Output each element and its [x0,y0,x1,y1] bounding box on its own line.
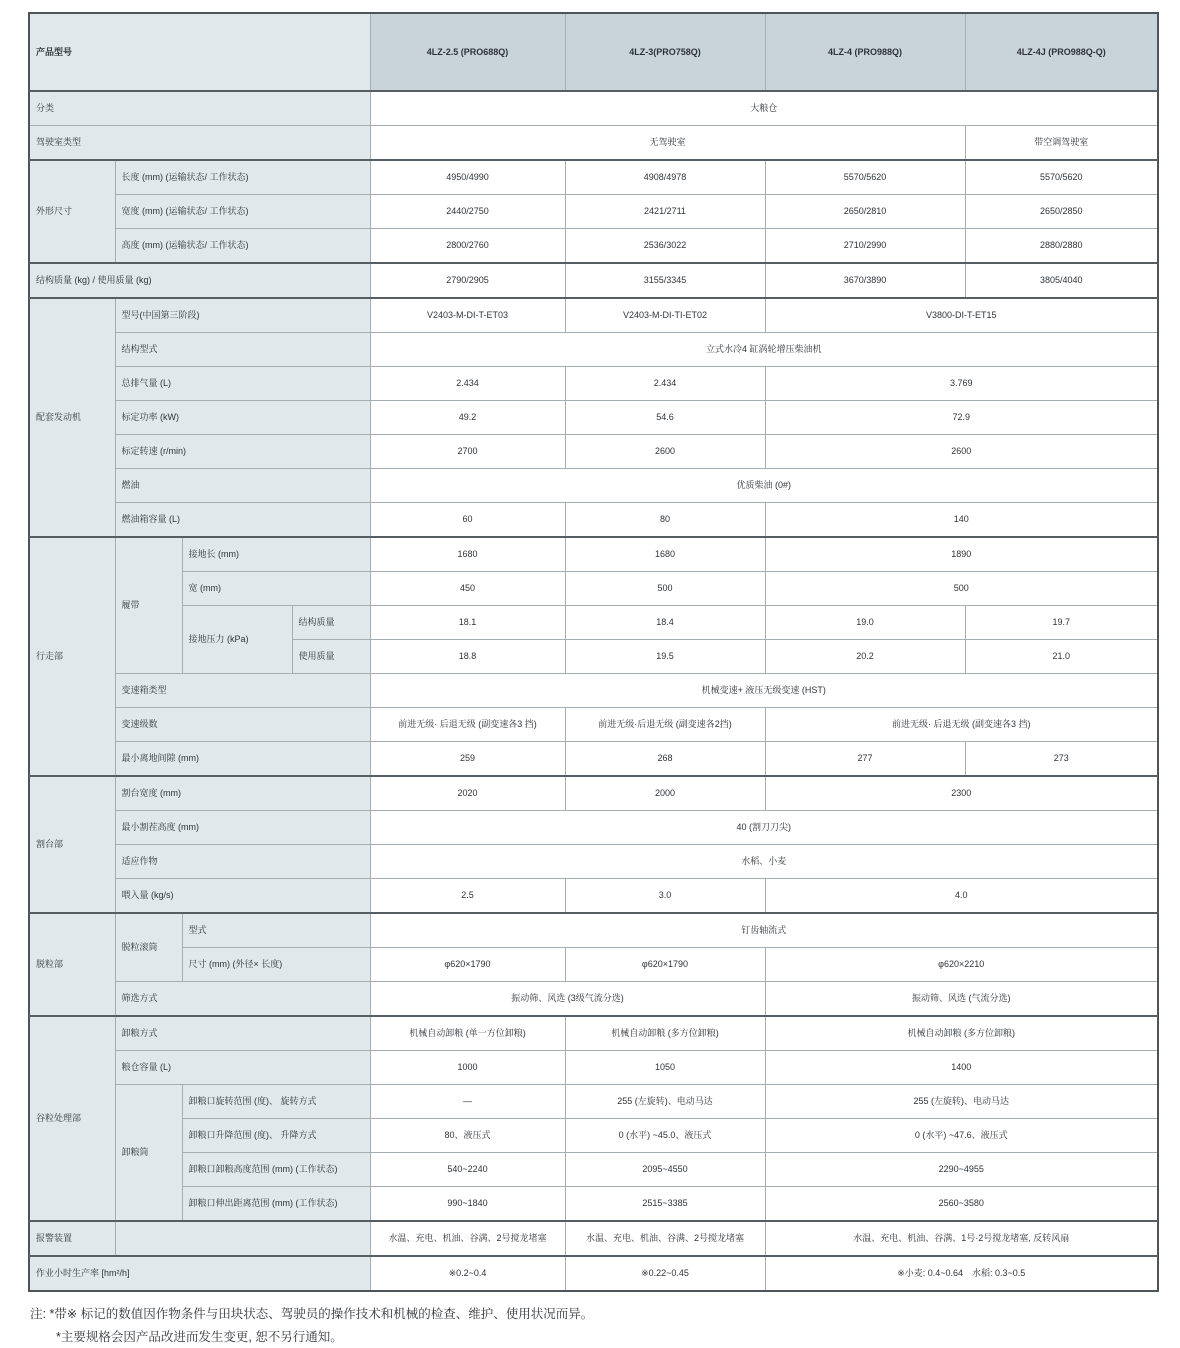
spec-value: 前进无级· 后退无级 (副变速各3 挡) [765,708,1158,742]
spec-value: ※0.22~0.45 [565,1256,765,1291]
section-label: 外形尺寸 [29,160,115,263]
spec-value: 18.1 [370,606,565,640]
row-label: 型号(中国第三阶段) [115,298,370,333]
table-row [29,742,1158,777]
table-row [29,674,1158,708]
spec-value: 振动筛、风选 (气流分选) [765,982,1158,1017]
table-row [29,469,1158,503]
spec-value: 1890 [765,537,1158,572]
table-row [29,435,1158,469]
spec-value: 2600 [765,435,1158,469]
table-row [29,845,1158,879]
model-header: 4LZ-3(PRO758Q) [565,13,765,91]
spec-value: 前进无级· 后退无级 (副变速各3 挡) [370,708,565,742]
spec-value: 1680 [565,537,765,572]
spec-value: 水稻、小麦 [370,845,1158,879]
table-row [29,948,1158,982]
table-row [29,13,1158,91]
row-label: 分类 [29,91,370,126]
table-row [29,126,1158,161]
spec-value: 54.6 [565,401,765,435]
row-label: 卸粮筒 [115,1085,182,1222]
section-label: 行走部 [29,537,115,776]
section-label: 谷粒处理部 [29,1016,115,1221]
spec-value: 前进无级·后退无级 (副变速各2挡) [565,708,765,742]
row-label: 适应作物 [115,845,370,879]
spec-value: 3.769 [765,367,1158,401]
table-row [29,91,1158,126]
spec-value: 2536/3022 [565,229,765,264]
row-label: 粮仓容量 (L) [115,1051,370,1085]
row-label: 使用质量 [292,640,370,674]
spec-table-body [29,13,1158,1291]
table-row [29,913,1158,948]
row-label: 脱粒滚筒 [115,913,182,982]
row-label: 割台宽度 (mm) [115,776,370,811]
spec-value: 540~2240 [370,1153,565,1187]
spec-value: 140 [765,503,1158,538]
row-label: 报警装置 [29,1221,115,1256]
spec-value: φ620×1790 [370,948,565,982]
table-row [29,982,1158,1017]
spec-value: 4950/4990 [370,160,565,195]
spec-value: 2700 [370,435,565,469]
model-header: 4LZ-4 (PRO988Q) [765,13,965,91]
spec-value: 2290~4955 [765,1153,1158,1187]
spec-value: 500 [565,572,765,606]
spec-value: 立式水冷4 缸涡轮增压柴油机 [370,333,1158,367]
table-row [29,1187,1158,1222]
table-row [29,1256,1158,1291]
spec-value: 19.7 [965,606,1158,640]
spec-value: 450 [370,572,565,606]
spec-value: 机械自动卸粮 (多方位卸粮) [765,1016,1158,1051]
spec-value: 钉齿轴流式 [370,913,1158,948]
spec-value: 4908/4978 [565,160,765,195]
section-label: 脱粒部 [29,913,115,1016]
spec-value: 水温、充电、机油、谷满、2号搅龙堵塞 [565,1221,765,1256]
spec-value: 40 (割刀刀尖) [370,811,1158,845]
spec-value: 2650/2850 [965,195,1158,229]
spec-value: φ620×2210 [765,948,1158,982]
section-label: 割台部 [29,776,115,913]
spec-value: 3670/3890 [765,263,965,298]
spec-value: 2440/2750 [370,195,565,229]
spec-value: ※0.2~0.4 [370,1256,565,1291]
table-row [29,1085,1158,1119]
spec-value: 5570/5620 [765,160,965,195]
spec-value: 5570/5620 [965,160,1158,195]
spec-value: 1680 [370,537,565,572]
table-row [29,776,1158,811]
table-row [29,1016,1158,1051]
spec-value: 4.0 [765,879,1158,914]
spec-value: 2095~4550 [565,1153,765,1187]
spec-value: 1400 [765,1051,1158,1085]
table-row [29,708,1158,742]
spec-value: 49.2 [370,401,565,435]
table-row [29,811,1158,845]
spec-value: V3800-DI-T-ET15 [765,298,1158,333]
spec-value: 带空调驾驶室 [965,126,1158,161]
header-product-model-label: 产品型号 [29,13,370,91]
spec-value: φ620×1790 [565,948,765,982]
row-label: 接地长 (mm) [182,537,370,572]
spec-value: 18.4 [565,606,765,640]
spec-value: 优质柴油 (0#) [370,469,1158,503]
spec-value: ※小麦: 0.4~0.64 水稻: 0.3~0.5 [765,1256,1158,1291]
spec-value: 振动筛、风选 (3级气流分选) [370,982,765,1017]
row-label: 结构质量 [292,606,370,640]
spec-value: — [370,1085,565,1119]
row-label: 变速箱类型 [115,674,370,708]
spec-value: V2403-M-DI-TI-ET02 [565,298,765,333]
table-row [29,160,1158,195]
spec-value: 2000 [565,776,765,811]
spec-value: 0 (水平) ~45.0、液压式 [565,1119,765,1153]
spec-value: 2.434 [370,367,565,401]
spec-value: 259 [370,742,565,777]
row-label: 卸粮口卸粮高度范围 (mm) (工作状态) [182,1153,370,1187]
spec-value: 2790/2905 [370,263,565,298]
spec-value: 2515~3385 [565,1187,765,1222]
row-label: 结构型式 [115,333,370,367]
row-label: 尺寸 (mm) (外径× 长度) [182,948,370,982]
table-row [29,1119,1158,1153]
spec-value: 大粮仓 [370,91,1158,126]
table-row [29,537,1158,572]
spec-value: 1000 [370,1051,565,1085]
spec-value: 2800/2760 [370,229,565,264]
spec-value: 500 [765,572,1158,606]
row-label: 燃油 [115,469,370,503]
spec-value: 2880/2880 [965,229,1158,264]
row-label: 最小离地间隙 (mm) [115,742,370,777]
table-row [29,401,1158,435]
row-label: 卸粮口伸出距离范围 (mm) (工作状态) [182,1187,370,1222]
row-label: 长度 (mm) (运输状态/ 工作状态) [115,160,370,195]
row-label: 变速级数 [115,708,370,742]
model-header: 4LZ-2.5 (PRO688Q) [370,13,565,91]
table-row [29,1221,1158,1256]
spec-value: 19.5 [565,640,765,674]
spec-value: 2.5 [370,879,565,914]
spec-value: 机械变速+ 液压无级变速 (HST) [370,674,1158,708]
spec-value: 277 [765,742,965,777]
spec-value: 机械自动卸粮 (单一方位卸粮) [370,1016,565,1051]
footnotes [30,1303,1180,1348]
spec-value: 2421/2711 [565,195,765,229]
spec-value: 80、液压式 [370,1119,565,1153]
row-label [115,1221,370,1256]
spec-value: 水温、充电、机油、谷满、2号搅龙堵塞 [370,1221,565,1256]
spec-value: 18.8 [370,640,565,674]
row-label: 标定功率 (kW) [115,401,370,435]
table-row [29,298,1158,333]
footnote-line: *主要规格会因产品改进而发生变更, 恕不另行通知。 [30,1326,1180,1348]
spec-value: 19.0 [765,606,965,640]
row-label: 作业小时生产率 [hm²/h] [29,1256,370,1291]
table-row [29,879,1158,914]
row-label: 总排气量 (L) [115,367,370,401]
spec-value: 72.9 [765,401,1158,435]
spec-value: 2300 [765,776,1158,811]
spec-value: 20.2 [765,640,965,674]
row-label: 宽 (mm) [182,572,370,606]
spec-value: 2.434 [565,367,765,401]
spec-value: 无驾驶室 [370,126,965,161]
spec-table [28,12,1159,1292]
spec-value: 3.0 [565,879,765,914]
row-label: 履带 [115,537,182,674]
spec-value: 21.0 [965,640,1158,674]
table-row [29,333,1158,367]
spec-value: 2020 [370,776,565,811]
spec-value: 2710/2990 [765,229,965,264]
row-label: 结构质量 (kg) / 使用质量 (kg) [29,263,370,298]
spec-value: 255 (左旋转)、电动马达 [765,1085,1158,1119]
spec-value: 2560~3580 [765,1187,1158,1222]
spec-value: V2403-M-DI-T-ET03 [370,298,565,333]
table-row [29,503,1158,538]
table-row [29,1051,1158,1085]
spec-value: 60 [370,503,565,538]
row-label: 宽度 (mm) (运输状态/ 工作状态) [115,195,370,229]
model-header: 4LZ-4J (PRO988Q-Q) [965,13,1158,91]
spec-value: 80 [565,503,765,538]
row-label: 型式 [182,913,370,948]
table-row [29,572,1158,606]
table-row [29,367,1158,401]
table-row [29,195,1158,229]
spec-sheet [0,12,1180,1319]
spec-value: 273 [965,742,1158,777]
spec-value: 255 (左旋转)、电动马达 [565,1085,765,1119]
table-row [29,606,1158,640]
row-label: 最小割茬高度 (mm) [115,811,370,845]
spec-value: 2650/2810 [765,195,965,229]
spec-value: 268 [565,742,765,777]
footnote-line: 注: *带※ 标记的数值因作物条件与田块状态、驾驶员的操作技术和机械的检查、维护、使用状况而异。 [30,1303,1180,1326]
row-label: 卸粮口旋转范围 (度)、 旋转方式 [182,1085,370,1119]
table-row [29,263,1158,298]
section-label: 配套发动机 [29,298,115,537]
row-label: 筛选方式 [115,982,370,1017]
row-label: 卸粮方式 [115,1016,370,1051]
spec-value: 0 (水平) ~47.6、液压式 [765,1119,1158,1153]
row-label: 高度 (mm) (运输状态/ 工作状态) [115,229,370,264]
table-row [29,1153,1158,1187]
spec-value: 1050 [565,1051,765,1085]
row-label: 喂入量 (kg/s) [115,879,370,914]
table-row [29,229,1158,264]
spec-value: 3805/4040 [965,263,1158,298]
spec-value: 3155/3345 [565,263,765,298]
row-label: 驾驶室类型 [29,126,370,161]
spec-value: 2600 [565,435,765,469]
row-label: 燃油箱容量 (L) [115,503,370,538]
spec-value: 水温、充电、机油、谷满、1号·2号搅龙堵塞, 反转风扇 [765,1221,1158,1256]
row-label: 标定转速 (r/min) [115,435,370,469]
row-label: 接地压力 (kPa) [182,606,292,674]
row-label: 卸粮口升降范围 (度)、 升降方式 [182,1119,370,1153]
spec-value: 990~1840 [370,1187,565,1222]
spec-value: 机械自动卸粮 (多方位卸粮) [565,1016,765,1051]
